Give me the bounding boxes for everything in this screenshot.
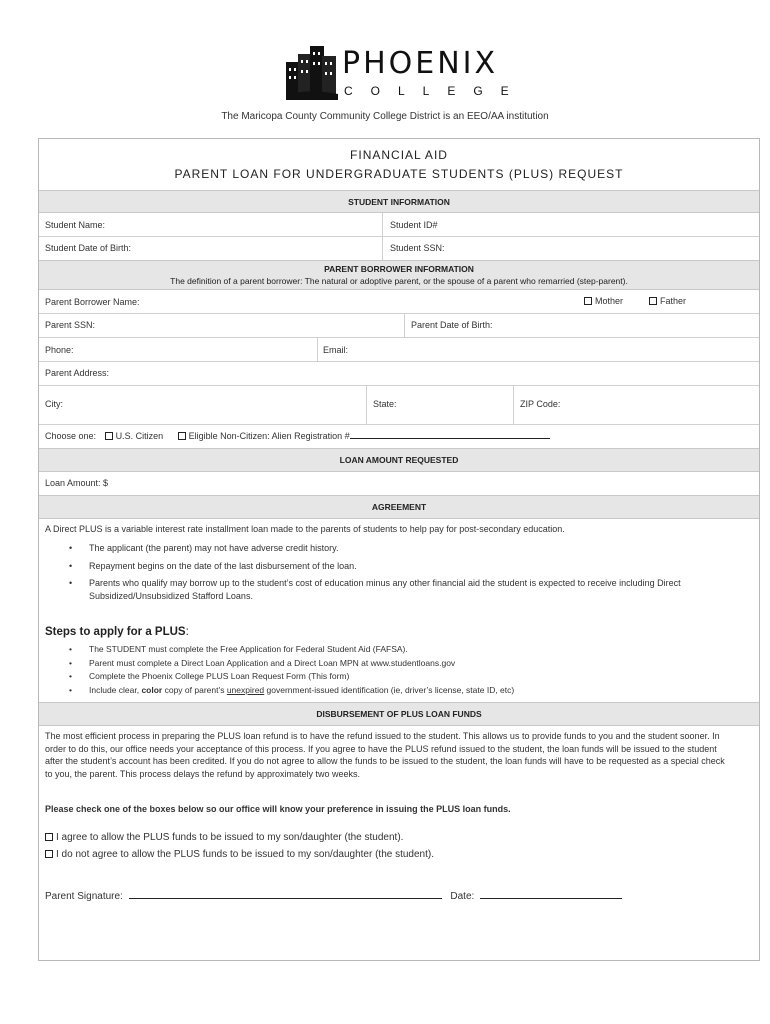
divider	[39, 385, 759, 386]
divider	[39, 424, 759, 425]
us-citizen-checkbox[interactable]	[105, 432, 113, 440]
citizenship-row	[45, 431, 550, 441]
choose-one-label: Choose one:	[45, 431, 97, 441]
phoenix-college-logo	[284, 44, 527, 104]
list-item: • The applicant (the parent) may not have adverse credit history.	[45, 542, 735, 555]
parent-info-heading	[39, 260, 759, 290]
zip-field[interactable]: ZIP Code:	[520, 399, 561, 409]
disagree-option[interactable]	[45, 849, 434, 860]
disbursement-heading: DISBURSEMENT OF PLUS LOAN FUNDS	[39, 702, 759, 726]
step4-part-a: Include clear,	[89, 684, 142, 695]
list-item: • Repayment begins on the date of the last disbursement of the loan.	[45, 560, 735, 573]
mother-option[interactable]	[584, 296, 623, 306]
step4-part-e: government-issued identification (ie, driver’s license, state ID, etc)	[264, 684, 515, 695]
signature-input[interactable]	[129, 898, 442, 899]
parent-definition: The definition of a parent borrower: The natural or adoptive parent, or the spouse of a parent who remarried (step-parent).	[170, 276, 628, 286]
agree-label: I agree to allow the PLUS funds to be issued to my son/daughter (the student).	[56, 832, 404, 843]
divider	[513, 385, 514, 424]
steps-heading-colon: :	[185, 626, 189, 638]
divider	[39, 313, 759, 314]
building-logo-icon	[284, 44, 342, 104]
steps-heading	[45, 626, 189, 638]
list-item: • Parent must complete a Direct Loan Application and a Direct Loan MPN at www.studentloans.gov	[45, 657, 735, 671]
divider	[404, 313, 405, 337]
agreement-intro: A Direct PLUS is a variable interest rate installment loan made to the parents of students to help pay for post-secondary education.	[45, 524, 565, 534]
steps-list	[45, 643, 735, 697]
parent-dob-field[interactable]: Parent Date of Birth:	[411, 320, 493, 330]
list-item: • The STUDENT must complete the Free Application for Federal Student Aid (FAFSA).	[45, 643, 735, 657]
steps-heading-text: Steps to apply for a PLUS	[45, 626, 186, 638]
list-item: • Complete the Phoenix College PLUS Loan Request Form (This form)	[45, 670, 735, 684]
step4-unexpired-emphasis: unexpired	[226, 684, 265, 695]
father-checkbox[interactable]	[649, 297, 657, 305]
agreement-heading: AGREEMENT	[39, 495, 759, 519]
step4-part-c: copy of parent’s	[162, 684, 227, 695]
divider	[366, 385, 367, 424]
parent-ssn-field[interactable]: Parent SSN:	[45, 320, 96, 330]
student-info-heading: STUDENT INFORMATION	[39, 190, 759, 213]
disagree-label: I do not agree to allow the PLUS funds to be issued to my son/daughter (the student).	[56, 849, 435, 860]
phone-field[interactable]: Phone:	[45, 345, 74, 355]
loan-amount-field[interactable]: Loan Amount: $	[45, 478, 109, 488]
non-citizen-checkbox[interactable]	[178, 432, 186, 440]
alien-registration-input[interactable]	[350, 438, 550, 439]
logo-wordmark: PHOENIX	[342, 46, 499, 81]
father-option[interactable]	[649, 296, 686, 306]
mother-checkbox[interactable]	[584, 297, 592, 305]
parent-info-title: PARENT BORROWER INFORMATION	[324, 264, 474, 274]
student-dob-field[interactable]: Student Date of Birth:	[45, 243, 132, 253]
state-field[interactable]: State:	[373, 399, 397, 409]
divider	[39, 361, 759, 362]
mother-label: Mother	[595, 296, 624, 306]
disbursement-paragraph: The most efficient process in preparing the PLUS loan refund is to have the refund issued to the student. This allows us to provide funds to you and the student sooner. In order to do this, our office needs your acceptance of this process. If you agree to have the PLUS refund issued to the student, the loan funds will be issued to the student after the student’s account has been credited. If you do not agree to allow the funds to be issued to the student, the loan funds will have to be requested as a special check to you, the parent. This process delays the refund by approximately two weeks.	[45, 731, 725, 779]
divider	[39, 337, 759, 338]
us-citizen-label: U.S. Citizen	[115, 431, 164, 441]
signature-label: Parent Signature:	[45, 891, 123, 902]
student-id-field[interactable]: Student ID#	[390, 220, 438, 230]
parent-name-field[interactable]: Parent Borrower Name:	[45, 297, 140, 307]
email-field[interactable]: Email:	[323, 345, 349, 355]
signature-row	[45, 891, 622, 902]
form-title: FINANCIAL AID	[350, 148, 448, 162]
disagree-checkbox[interactable]	[45, 850, 53, 858]
city-field[interactable]: City:	[45, 399, 63, 409]
date-input[interactable]	[480, 898, 622, 899]
divider	[39, 236, 759, 237]
agree-option[interactable]	[45, 832, 403, 843]
student-name-field[interactable]: Student Name:	[45, 220, 106, 230]
eeo-statement: The Maricopa County Community College District is an EEO/AA institution	[221, 111, 549, 122]
student-ssn-field[interactable]: Student SSN:	[390, 243, 445, 253]
divider	[317, 337, 318, 361]
parent-address-field[interactable]: Parent Address:	[45, 368, 110, 378]
date-label: Date:	[450, 891, 475, 902]
list-item: • Parents who qualify may borrow up to the student’s cost of education minus any other financial aid the student is expected to receive including Direct Subsidized/Unsubsidized Stafford Loans.	[45, 577, 735, 602]
agree-checkbox[interactable]	[45, 833, 53, 841]
form-subtitle: PARENT LOAN FOR UNDERGRADUATE STUDENTS (PLUS) REQUEST	[174, 167, 624, 181]
agreement-list	[45, 542, 735, 602]
list-item	[45, 684, 735, 698]
loan-heading: LOAN AMOUNT REQUESTED	[39, 448, 759, 472]
step4-color-emphasis: color	[141, 684, 163, 695]
disbursement-instruction: Please check one of the boxes below so our office will know your preference in issuing the PLUS loan funds.	[45, 804, 511, 814]
non-citizen-label: Eligible Non-Citizen: Alien Registration #	[188, 431, 350, 441]
logo-subtitle: COLLEGE	[344, 84, 527, 98]
father-label: Father	[660, 296, 687, 306]
